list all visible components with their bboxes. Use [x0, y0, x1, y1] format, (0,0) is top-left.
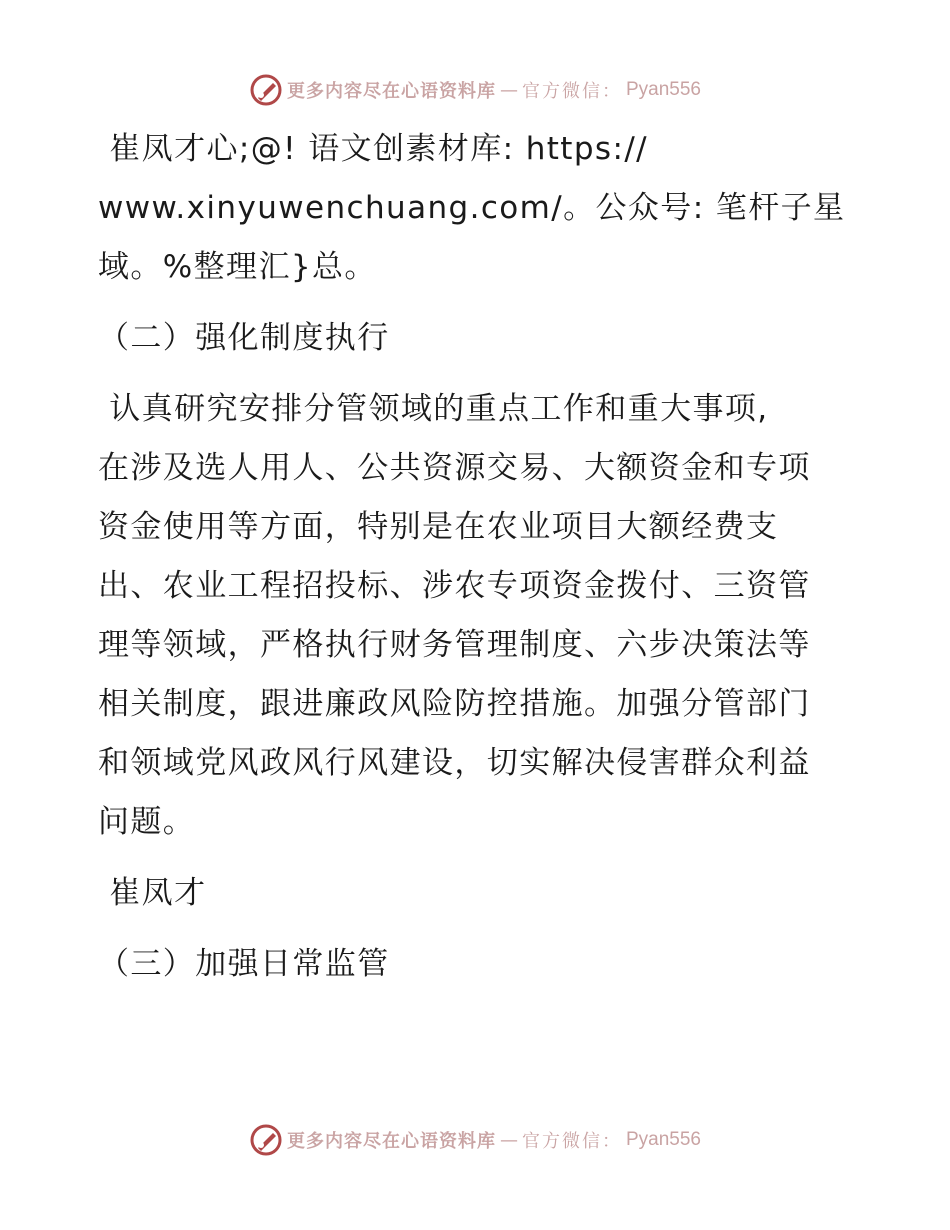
text-line: 在涉及选人用人、公共资源交易、大额资金和专项 — [98, 450, 811, 486]
section-heading-2: （二）强化制度执行 — [98, 320, 390, 356]
text-line: 域。%整理汇}总。 — [98, 249, 377, 285]
paragraph-body — [98, 380, 858, 852]
banner-wechat-label: 官方微信： — [521, 81, 622, 102]
header-banner — [0, 70, 950, 110]
text-line: www.xinyuwenchuang.com/。公众号: 笔杆子星 — [98, 190, 846, 226]
banner-wechat-label: 官方微信： — [521, 1131, 622, 1152]
text-line: 出、农业工程招投标、涉农专项资金拨付、三资管 — [98, 568, 811, 604]
text-line: 资金使用等方面，特别是在农业项目大额经费支 — [98, 509, 779, 545]
banner-wechat-id: Pyan556 — [625, 79, 701, 100]
banner-slogan: 更多内容尽在心语资料库 — [286, 81, 496, 102]
pen-logo-icon — [249, 1123, 283, 1157]
text-line: 崔凤才心;@! 语文创素材库: https:// — [98, 131, 649, 167]
paragraph-source-note — [98, 120, 858, 297]
pen-logo-icon — [249, 73, 283, 107]
banner-dash: — — [499, 1129, 518, 1151]
text-line: 相关制度，跟进廉政风险防控措施。加强分管部门 — [98, 686, 811, 722]
text-line: 理等领域，严格执行财务管理制度、六步决策法等 — [98, 627, 811, 663]
section-heading-3: （三）加强日常监管 — [98, 946, 390, 982]
banner-wechat-id: Pyan556 — [625, 1129, 701, 1150]
document-body — [98, 120, 858, 994]
text-line: 问题。 — [98, 804, 196, 840]
footer-banner — [0, 1120, 950, 1160]
text-line: 和领域党风政风行风建设，切实解决侵害群众利益 — [98, 745, 811, 781]
text-line: 认真研究安排分管领域的重点工作和重大事项, — [98, 391, 769, 427]
banner-slogan: 更多内容尽在心语资料库 — [286, 1131, 496, 1152]
banner-dash: — — [499, 79, 518, 101]
author-fragment: 崔凤才 — [98, 875, 207, 911]
